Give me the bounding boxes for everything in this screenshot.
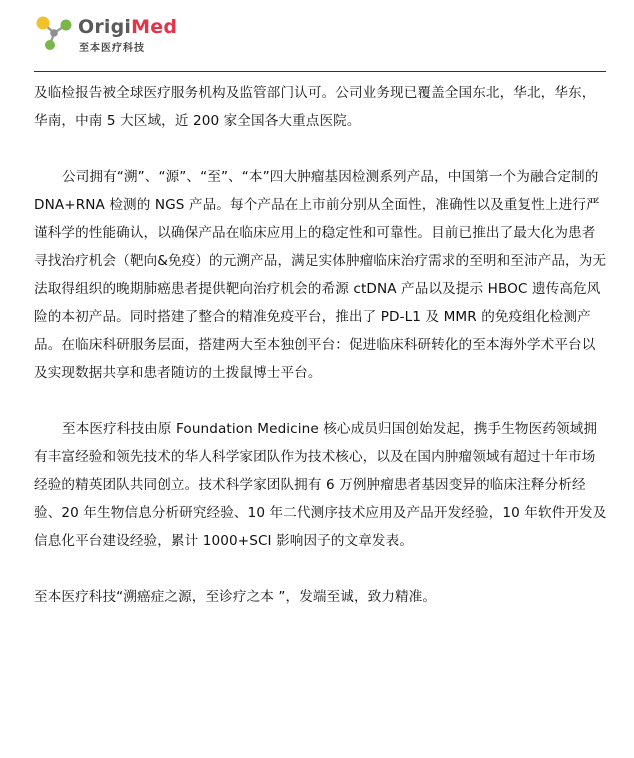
paragraph-coverage: 及临检报告被全球医疗服务机构及监管部门认可。公司业务现已覆盖全国东北，华北，华东，华南，中南 5 大区域，近 200 家全国各大重点医院。 <box>34 85 596 129</box>
brand-name-part1: Origi <box>78 16 132 38</box>
paragraph-team: 至本医疗科技由原 Foundation Medicine 核心成员归国创始发起，携手生物医药领域拥有丰富经验和领先技术的华人科学家团队作为技术核心，以及在国内肿瘤领域有超过十年市场经验的精英团队共同创立。技术科学家团队拥有 6 万例肿瘤患者基因变异的临床注释分析经验、20 年生物信息分析研究经验、10 年二代测序技术应用及产品开发经验，10 年软件开发及信息化平台建设经验，累计 1000+SCI 影响因子的文章发表。 <box>34 421 607 549</box>
paragraph-slogan: 至本医疗科技“溯癌症之源，至诊疗之本 ”，发端至诚，致力精准。 <box>34 589 437 605</box>
brand-name <box>78 16 177 38</box>
molecule-dots-icon <box>34 14 74 52</box>
company-logo <box>34 14 234 54</box>
brand-subtitle: 至本医疗科技 <box>79 43 145 54</box>
document-body <box>34 79 608 611</box>
header-divider <box>34 71 606 72</box>
paragraph-products: 公司拥有“溯”、“源”、“至”、“本”四大肿瘤基因检测系列产品，中国第一个为融合定制的 DNA+RNA 检测的 NGS 产品。每个产品在上市前分别从全面性，准确性以及重复性上进行严谨科学的性能确认，以确保产品在临床应用上的稳定性和可靠性。目前已推出了最大化为患者寻找治疗机会（靶向&免疫）的元溯产品，满足实体肿瘤临床治疗需求的至明和至沛产品，为无法取得组织的晚期肺癌患者提供靶向治疗机会的希源 ctDNA 产品以及提示 HBOC 遗传高危风险的本初产品。同时搭建了整合的精准免疫平台，推出了 PD-L1 及 MMR 的免疫组化检测产品。在临床科研服务层面，搭建两大至本独创平台：促进临床科研转化的至本海外学术平台以及实现数据共享和患者随访的土拨鼠博士平台。 <box>34 169 607 381</box>
brand-name-part2: Med <box>131 16 178 38</box>
